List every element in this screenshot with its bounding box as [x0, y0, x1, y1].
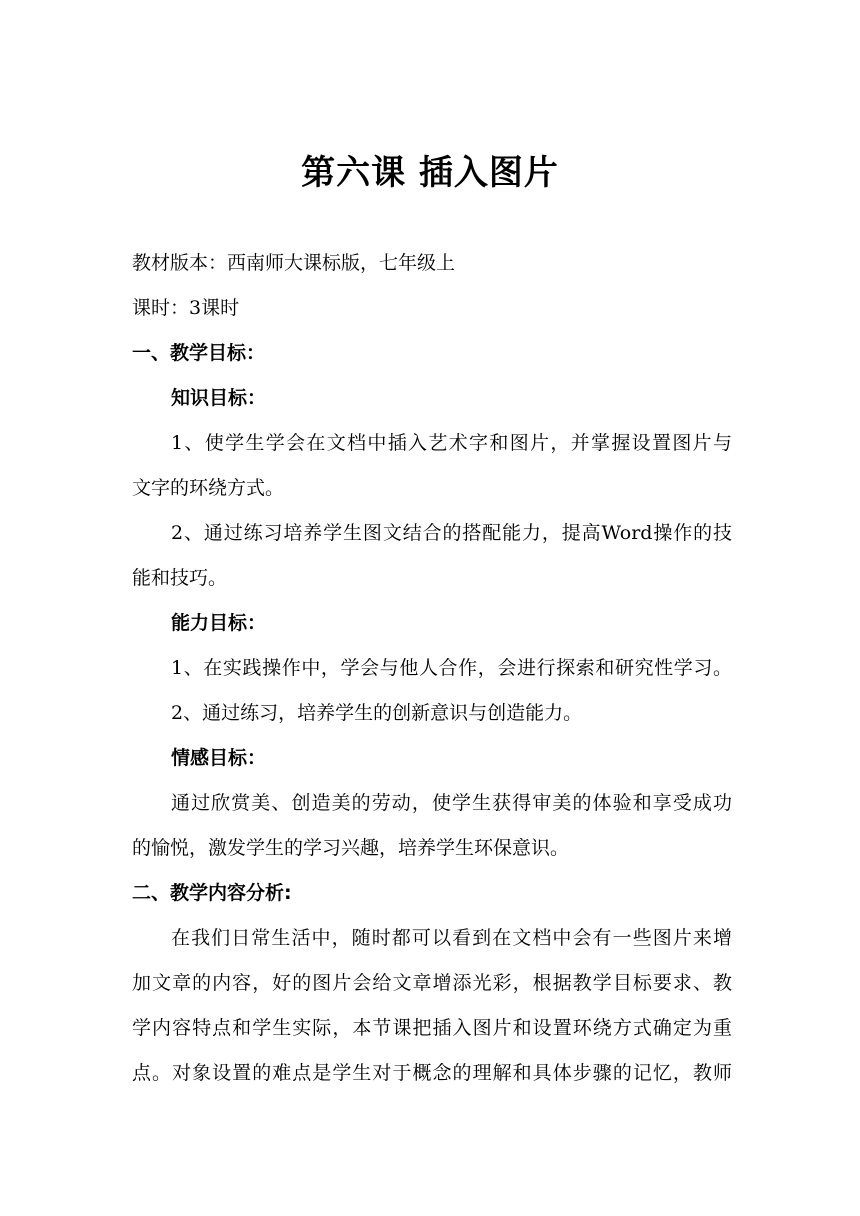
- analysis-line-4: 点。对象设置的难点是学生对于概念的理解和具体步骤的记忆，教师: [132, 1062, 732, 1084]
- analysis-line-1: 在我们日常生活中，随时都可以看到在文档中会有一些图片来增: [171, 927, 732, 949]
- hours-line: 课时：3课时: [132, 297, 240, 319]
- page-title: 第六课 插入图片: [301, 153, 559, 193]
- emotion-goal-line-2: 的愉悦，激发学生的学习兴趣，培养学生环保意识。: [132, 837, 570, 859]
- emotion-goals-heading: 情感目标：: [171, 747, 267, 769]
- edition-line: 教材版本：西南师大课标版，七年级上: [132, 252, 456, 274]
- analysis-line-2: 加文章的内容，好的图片会给文章增添光彩，根据教学目标要求、教: [132, 972, 732, 994]
- knowledge-goals-heading: 知识目标：: [171, 387, 267, 409]
- knowledge-goal-1-line-1: 1、使学生学会在文档中插入艺术字和图片，并掌握设置图片与: [171, 432, 732, 454]
- ability-goals-heading: 能力目标：: [171, 612, 267, 634]
- knowledge-goal-2-line-2: 能和技巧。: [132, 567, 228, 589]
- ability-goal-2: 2、通过练习，培养学生的创新意识与创造能力。: [171, 702, 583, 724]
- teaching-goals-heading: 一、教学目标：: [132, 342, 266, 364]
- analysis-line-3: 学内容特点和学生实际，本节课把插入图片和设置环绕方式确定为重: [132, 1017, 732, 1039]
- ability-goal-1: 1、在实践操作中，学会与他人合作，会进行探索和研究性学习。: [171, 657, 732, 679]
- emotion-goal-line-1: 通过欣赏美、创造美的劳动，使学生获得审美的体验和享受成功: [171, 792, 732, 814]
- knowledge-goal-1-line-2: 文字的环绕方式。: [132, 477, 285, 499]
- knowledge-goal-2-line-1: 2、通过练习培养学生图文结合的搭配能力，提高Word操作的技: [171, 522, 732, 544]
- content-analysis-heading: 二、教学内容分析:: [132, 882, 292, 904]
